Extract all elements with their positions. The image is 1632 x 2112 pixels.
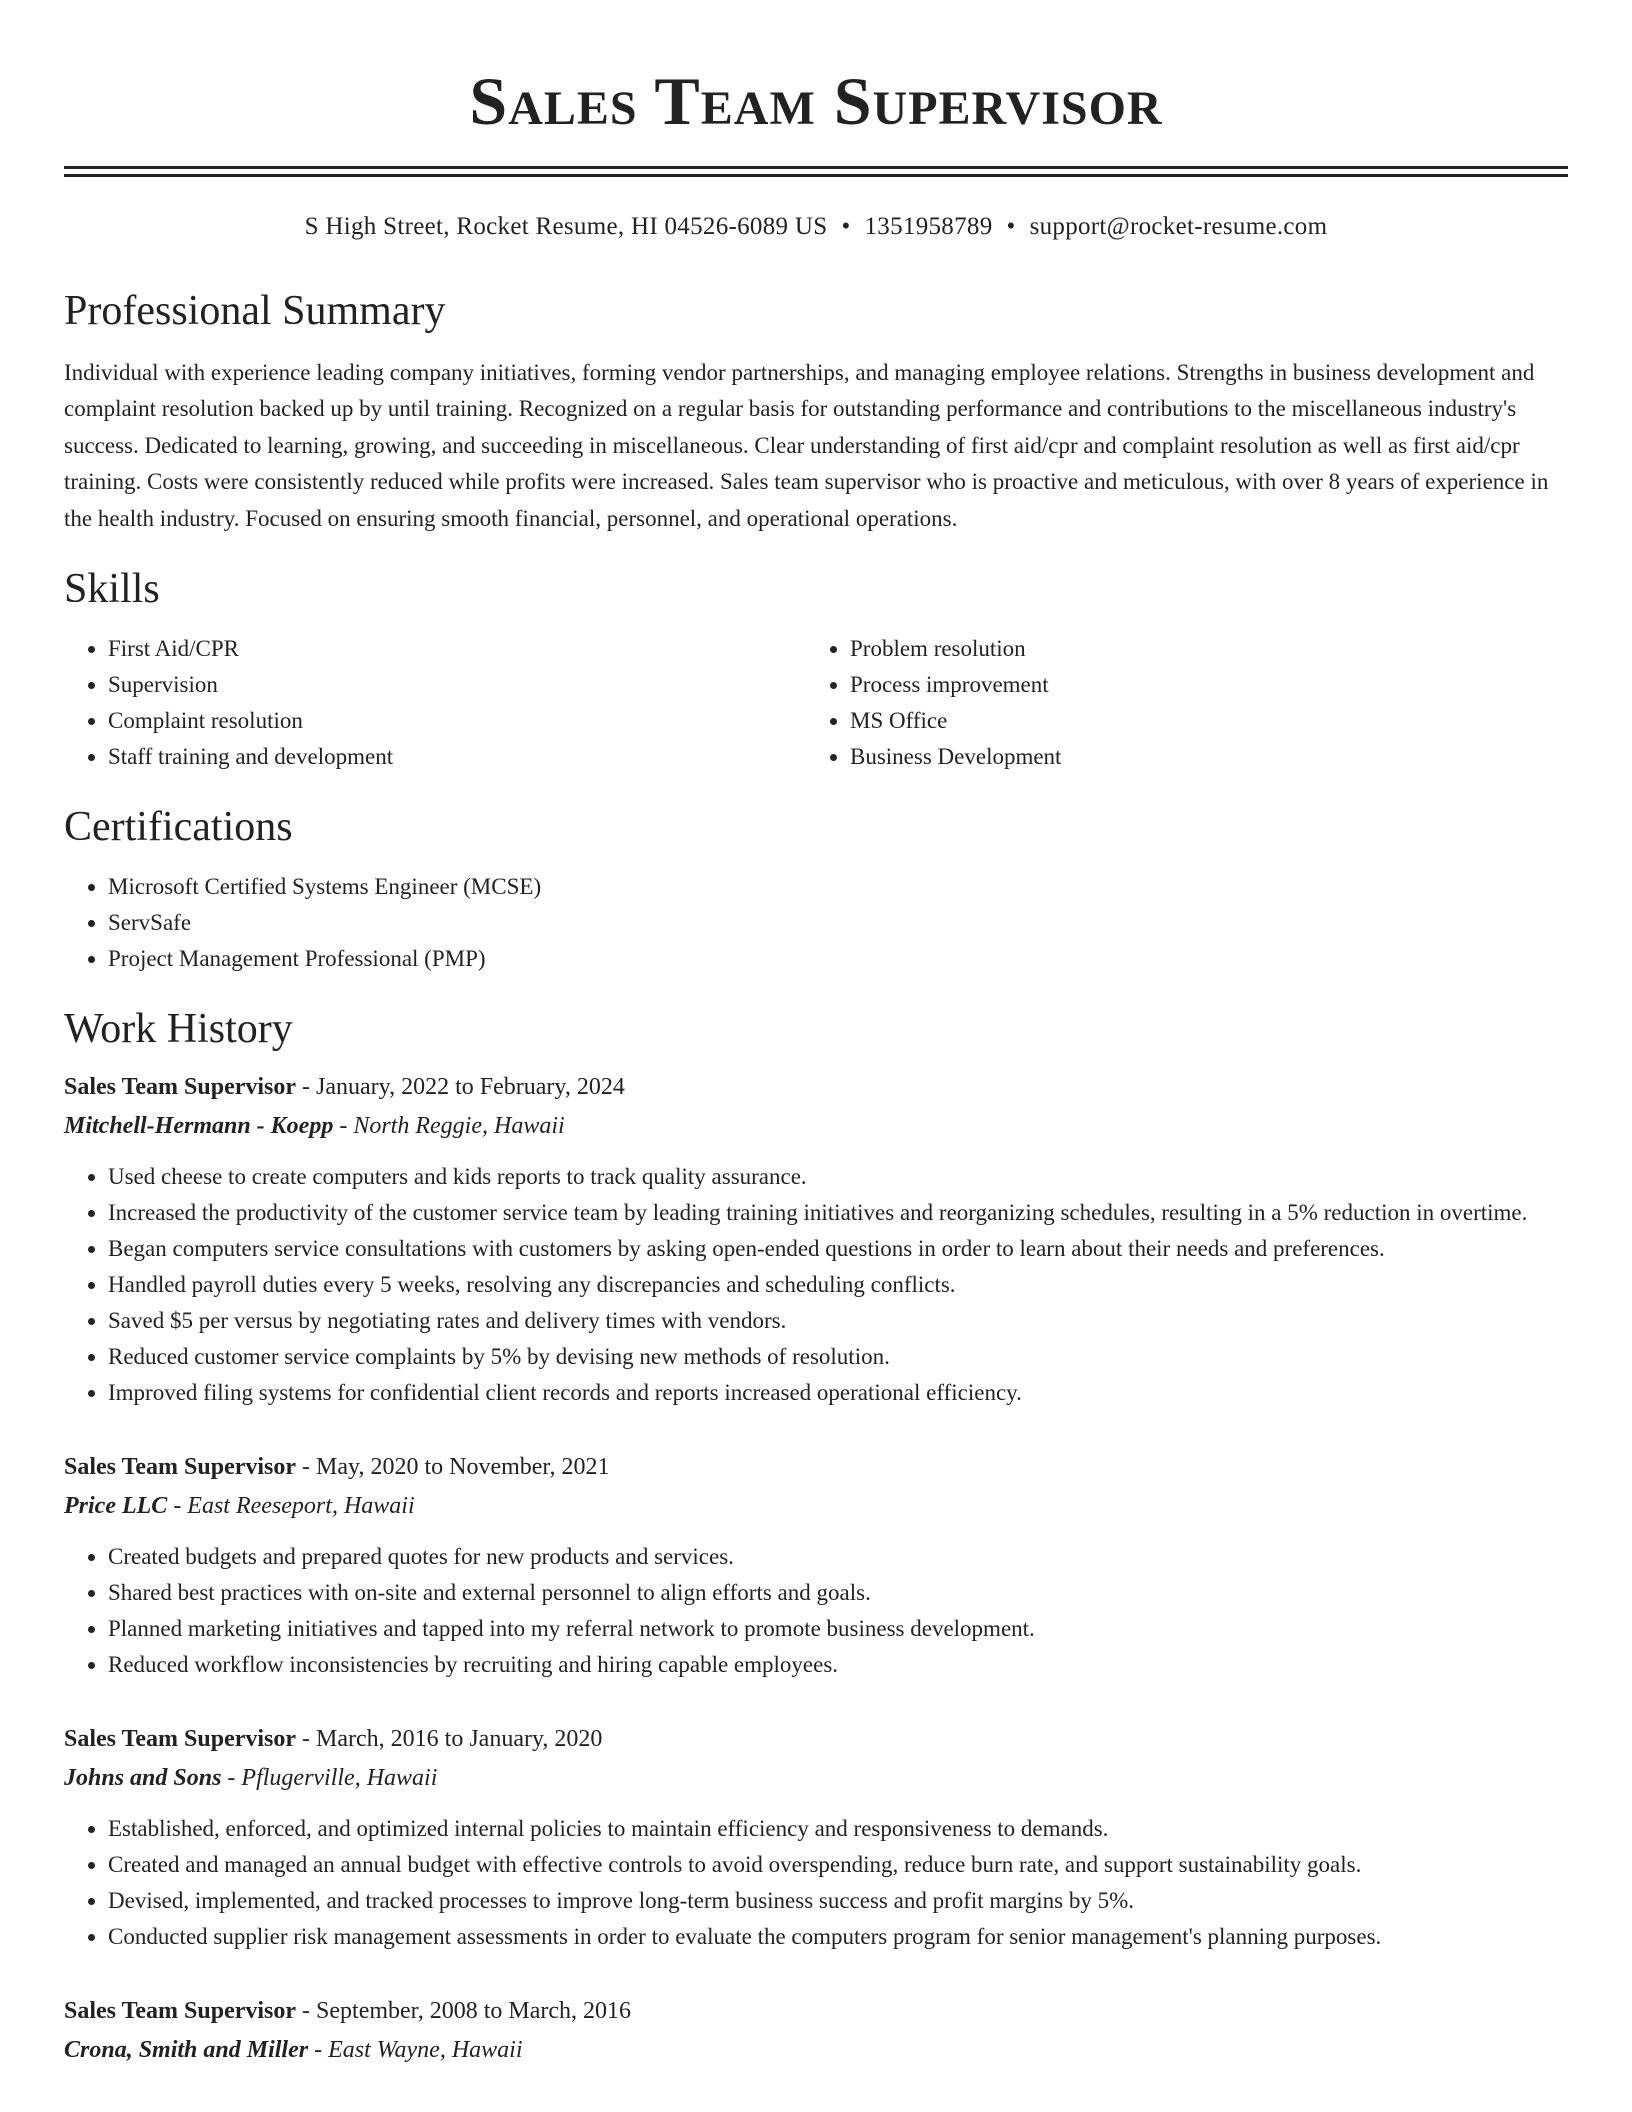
- skill-item: • First Aid/CPR: [108, 631, 806, 667]
- skill-item: • MS Office: [850, 703, 1548, 739]
- job-company-line: [64, 2031, 1568, 2069]
- certification-item: • Microsoft Certified Systems Engineer (MCSE): [108, 869, 1568, 905]
- skills-heading: Skills: [64, 566, 160, 613]
- skill-item: • Staff training and development: [108, 739, 806, 775]
- skill-item: • Business Development: [850, 739, 1548, 775]
- certification-item: • Project Management Professional (PMP): [108, 941, 1568, 977]
- job-title: Sales Team Supervisor: [64, 1454, 297, 1481]
- job-title: Sales Team Supervisor: [64, 1998, 297, 2025]
- job-bullet: • Created budgets and prepared quotes for new products and services.: [108, 1539, 1568, 1575]
- skill-item: • Complaint resolution: [108, 703, 806, 739]
- job-bullets: [64, 1539, 1568, 1683]
- job-location: - East Reeseport, Hawaii: [167, 1493, 415, 1520]
- job-bullet: • Planned marketing initiatives and tapped into my referral network to promote business development.: [108, 1611, 1568, 1647]
- job-location: - North Reggie, Hawaii: [333, 1113, 565, 1140]
- contact-separator: •: [1006, 213, 1016, 240]
- job-company: Price LLC: [64, 1493, 168, 1520]
- job-location: - Pflugerville, Hawaii: [221, 1765, 438, 1792]
- job-bullets: [64, 1811, 1568, 1955]
- job-dates: - May, 2020 to November, 2021: [296, 1454, 610, 1481]
- job-bullet: • Shared best practices with on-site and external personnel to align efforts and goals.: [108, 1575, 1568, 1611]
- skill-item: • Problem resolution: [850, 631, 1548, 667]
- job-company: Johns and Sons: [64, 1765, 222, 1792]
- job-title-line: [64, 1067, 1568, 1107]
- contact-address: S High Street, Rocket Resume, HI 04526-6089 US: [304, 213, 828, 240]
- work-history-list: [64, 1067, 1568, 2069]
- job-title-line: [64, 1719, 1568, 1759]
- header-double-rule: [64, 166, 1568, 177]
- job-bullet: • Handled payroll duties every 5 weeks, resolving any discrepancies and scheduling conflicts.: [108, 1267, 1568, 1303]
- job-title-line: [64, 1991, 1568, 2031]
- job-entry: [64, 1719, 1568, 1955]
- job-company-line: [64, 1759, 1568, 1797]
- contact-line: [64, 211, 1568, 243]
- job-company: Mitchell-Hermann - Koepp: [64, 1113, 334, 1140]
- job-title-line: [64, 1447, 1568, 1487]
- job-bullet: • Devised, implemented, and tracked processes to improve long-term business success and profit margins by 5%.: [108, 1883, 1568, 1919]
- skills-list-left: [64, 631, 806, 775]
- job-title: Sales Team Supervisor: [64, 1726, 297, 1753]
- certification-item: • ServSafe: [108, 905, 1568, 941]
- skill-item: • Process improvement: [850, 667, 1548, 703]
- job-bullet: • Saved $5 per versus by negotiating rates and delivery times with vendors.: [108, 1303, 1568, 1339]
- job-entry: [64, 1991, 1568, 2069]
- skill-item: • Supervision: [108, 667, 806, 703]
- job-entry: [64, 1447, 1568, 1683]
- skills-grid: [64, 631, 1568, 775]
- summary-heading: Professional Summary: [64, 288, 446, 334]
- job-bullet: • Began computers service consultations with customers by asking open-ended questions in order to learn about their needs and preferences.: [108, 1231, 1568, 1267]
- job-company-line: [64, 1107, 1568, 1145]
- job-title: Sales Team Supervisor: [64, 1074, 297, 1101]
- job-bullet: • Reduced workflow inconsistencies by recruiting and hiring capable employees.: [108, 1647, 1568, 1683]
- job-bullets: [64, 1159, 1568, 1411]
- summary-text: Individual with experience leading company initiatives, forming vendor partnerships, and managing employee relations. Strengths in business development and complaint resolution backed up by until training. Recognized on a regular basis for outstanding performance and contributions to the miscellaneous industry's success. Dedicated to learning, growing, and succeeding in miscellaneous. Clear understanding of first aid/cpr and complaint resolution as well as first aid/cpr training. Costs were consistently reduced while profits were increased. Sales team supervisor who is proactive and meticulous, with over 8 years of experience in the health industry. Focused on ensuring smooth financial, personnel, and operational operations.: [64, 360, 1549, 531]
- job-company-line: [64, 1487, 1568, 1525]
- job-bullet: • Used cheese to create computers and kids reports to track quality assurance.: [108, 1159, 1568, 1195]
- contact-separator: •: [841, 213, 851, 240]
- job-dates: - January, 2022 to February, 2024: [296, 1074, 625, 1101]
- contact-email: support@rocket-resume.com: [1029, 213, 1328, 240]
- job-bullet: • Conducted supplier risk management assessments in order to evaluate the computers program for senior management's planning purposes.: [108, 1919, 1568, 1955]
- work-history-heading: Work History: [64, 1006, 293, 1053]
- certifications-heading: Certifications: [64, 804, 293, 851]
- job-entry: [64, 1067, 1568, 1411]
- job-bullet: • Increased the productivity of the customer service team by leading training initiatives and reorganizing schedules, resulting in a 5% reduction in overtime.: [108, 1195, 1568, 1231]
- job-bullet: • Reduced customer service complaints by 5% by devising new methods of resolution.: [108, 1339, 1568, 1375]
- job-dates: - September, 2008 to March, 2016: [296, 1998, 631, 2025]
- job-company: Crona, Smith and Miller: [64, 2037, 309, 2064]
- resume-name: Sales Team Supervisor: [469, 63, 1163, 139]
- job-bullet: • Created and managed an annual budget with effective controls to avoid overspending, reduce burn rate, and support sustainability goals.: [108, 1847, 1568, 1883]
- certifications-list: [64, 869, 1568, 977]
- job-bullet: • Established, enforced, and optimized internal policies to maintain efficiency and responsiveness to demands.: [108, 1811, 1568, 1847]
- job-dates: - March, 2016 to January, 2020: [296, 1726, 603, 1753]
- job-bullet: • Improved filing systems for confidential client records and reports increased operational efficiency.: [108, 1375, 1568, 1411]
- job-location: - East Wayne, Hawaii: [308, 2037, 523, 2064]
- skills-list-right: [806, 631, 1548, 775]
- contact-phone: 1351958789: [864, 213, 993, 240]
